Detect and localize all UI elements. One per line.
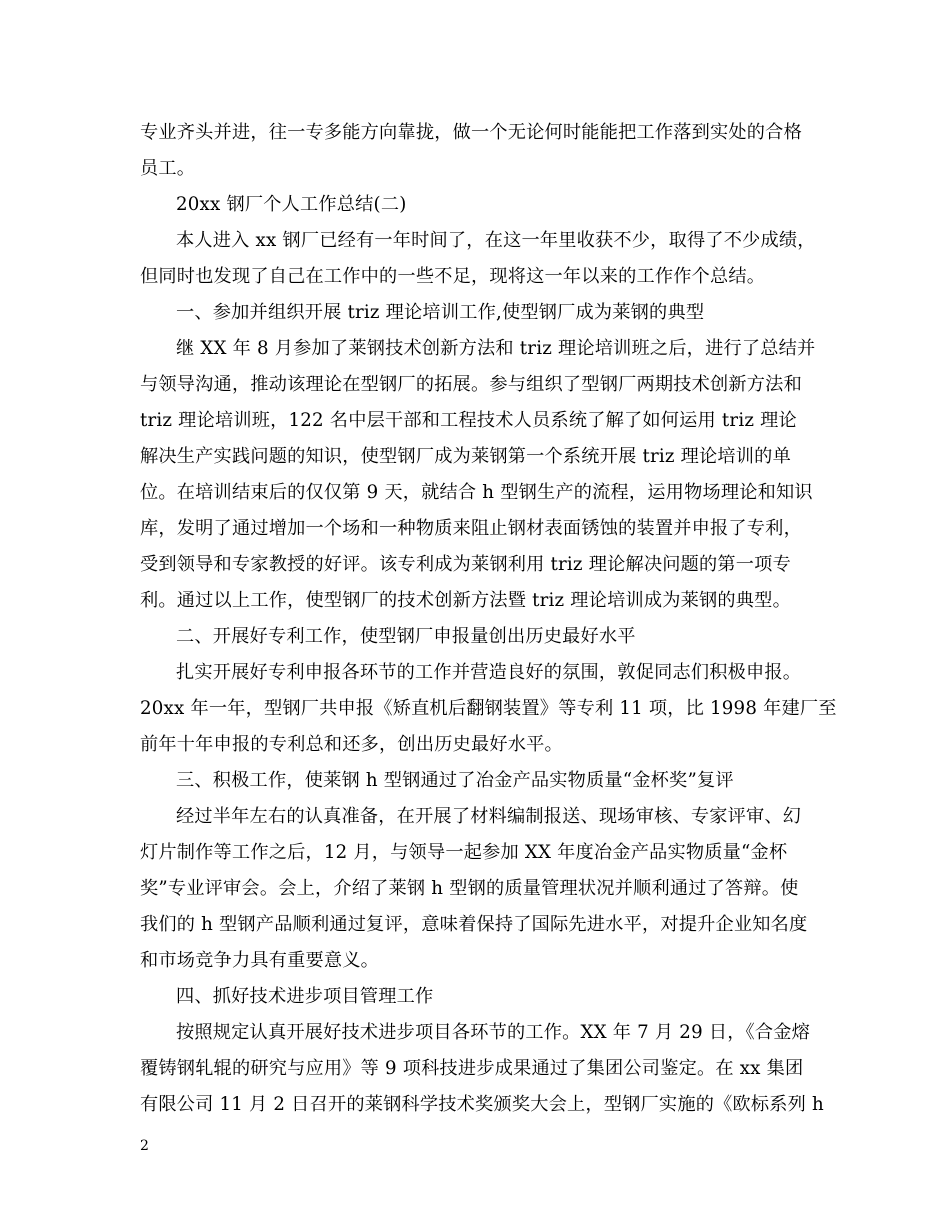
text-line: 扎实开展好专利申报各环节的工作并营造良好的氛围，敦促同志们积极申报。 (176, 662, 802, 683)
text-line: 20xx 年一年，型钢厂共申报《矫直机后翻钢装置》等专利 11 项，比 1998 年建厂至 (140, 698, 837, 719)
text-line: 继 XX 年 8 月参加了莱钢技术创新方法和 triz 理论培训班之后，进行了总结并 (176, 338, 816, 359)
text-line: 按照规定认真开展好技术进步项目各环节的工作。XX 年 7 月 29 日，《合金熔 (176, 1022, 811, 1043)
text-line: 员工。 (140, 158, 196, 179)
heading-2: 二、开展好专利工作，使型钢厂申报量创出历史最好水平 (176, 626, 636, 647)
heading-3: 三、积极工作，使莱钢 h 型钢通过了冶金产品实物质量“金杯奖”复评 (176, 770, 734, 791)
text-line: 本人进入 xx 钢厂已经有一年时间了，在这一年里收获不少，取得了不少成绩， (176, 230, 816, 251)
text-line: 经过半年左右的认真准备，在开展了材料编制报送、现场审核、专家评审、幻 (176, 806, 802, 827)
text-line: triz 理论培训班，122 名中层干部和工程技术人员系统了解了如何运用 triz 理论 (140, 410, 797, 431)
section-title: 20xx 钢厂个人工作总结(二) (176, 194, 407, 215)
text-line: 有限公司 11 月 2 日召开的莱钢科学技术奖颁奖大会上，型钢厂实施的《欧标系列 h (140, 1094, 824, 1115)
text-line: 灯片制作等工作之后，12 月，与领导一起参加 XX 年度冶金产品实物质量“金杯 (140, 842, 788, 863)
heading-1: 一、参加并组织开展 triz 理论培训工作,使型钢厂成为莱钢的典型 (176, 302, 705, 323)
text-line: 前年十年申报的专利总和还多，创出历史最好水平。 (140, 734, 563, 755)
text-line: 我们的 h 型钢产品顺利通过复评，意味着保持了国际先进水平，对提升企业知名度 (140, 914, 808, 935)
text-line: 利。通过以上工作，使型钢厂的技术创新方法暨 triz 理论培训成为莱钢的典型。 (140, 590, 791, 611)
text-line: 库，发明了通过增加一个场和一种物质来阻止钢材表面锈蚀的装置并申报了专利， (140, 518, 802, 539)
text-line: 与领导沟通，推动该理论在型钢厂的拓展。参与组织了型钢厂两期技术创新方法和 (140, 374, 802, 395)
heading-4: 四、抓好技术进步项目管理工作 (176, 986, 434, 1007)
text-line: 位。在培训结束后的仅仅第 9 天，就结合 h 型钢生产的流程，运用物场理论和知识 (140, 482, 813, 503)
text-line: 奖”专业评审会。会上，介绍了莱钢 h 型钢的质量管理状况并顺利通过了答辩。使 (140, 878, 799, 899)
text-line: 受到领导和专家教授的好评。该专利成为莱钢利用 triz 理论解决问题的第一项专 (140, 554, 791, 575)
text-line: 专业齐头并进，往一专多能方向靠拢，做一个无论何时能能把工作落到实处的合格 (140, 122, 802, 143)
text-line: 解决生产实践问题的知识，使型钢厂成为莱钢第一个系统开展 triz 理论培训的单 (140, 446, 791, 467)
text-line: 但同时也发现了自己在工作中的一些不足，现将这一年以来的工作作个总结。 (140, 266, 766, 287)
text-line: 和市场竞争力具有重要意义。 (140, 950, 380, 971)
text-line: 覆铸钢轧辊的研究与应用》等 9 项科技进步成果通过了集团公司鉴定。在 xx 集团 (140, 1058, 804, 1079)
page-number: 2 (140, 1138, 149, 1154)
